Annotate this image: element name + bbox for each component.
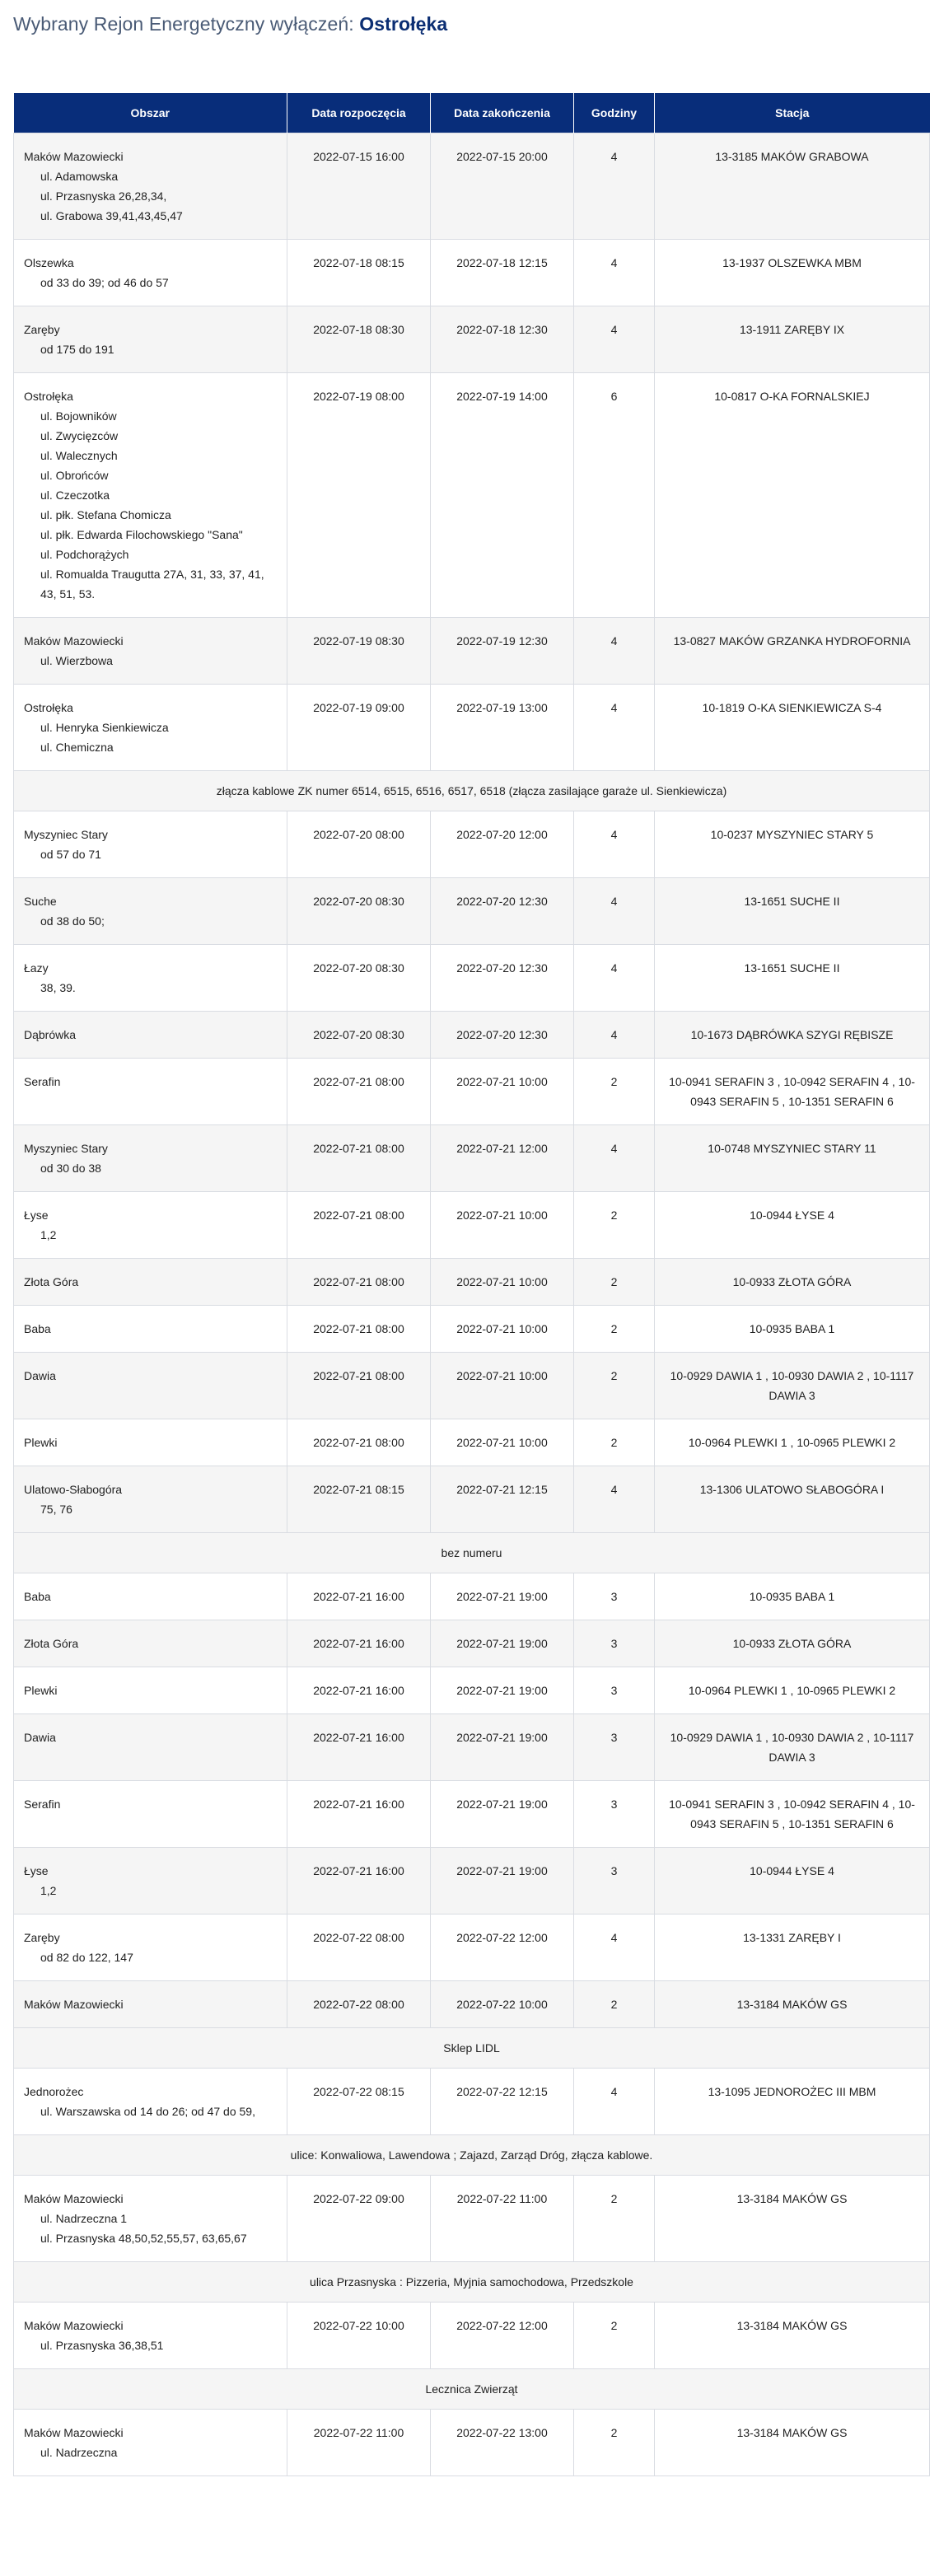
start-date-cell: 2022-07-21 08:00 xyxy=(287,1192,431,1259)
hours-cell: 4 xyxy=(574,306,655,373)
area-name: Zaręby xyxy=(24,1931,60,1944)
table-row xyxy=(14,878,930,945)
area-cell xyxy=(14,1981,287,2028)
street-line: od 175 do 191 xyxy=(40,343,114,356)
hours-cell: 2 xyxy=(574,2410,655,2476)
street-line: od 82 do 122, 147 xyxy=(40,1951,133,1964)
area-cell xyxy=(14,1259,287,1306)
note-text: Sklep LIDL xyxy=(14,2028,930,2069)
area-name: Dawia xyxy=(24,1731,56,1744)
start-date-cell: 2022-07-20 08:30 xyxy=(287,878,431,945)
end-date-cell: 2022-07-21 19:00 xyxy=(431,1667,574,1714)
station-cell: 10-0929 DAWIA 1 , 10-0930 DAWIA 2 , 10-1117 DAWIA 3 xyxy=(655,1714,930,1781)
hours-cell: 3 xyxy=(574,1714,655,1781)
start-date-cell: 2022-07-15 16:00 xyxy=(287,133,431,240)
street-line: ul. Obrońców xyxy=(40,469,109,482)
street-line: ul. Czeczotka xyxy=(40,489,110,502)
table-row xyxy=(14,1914,930,1981)
area-cell xyxy=(14,1781,287,1848)
hours-cell: 2 xyxy=(574,1259,655,1306)
start-date-cell: 2022-07-21 16:00 xyxy=(287,1620,431,1667)
station-cell: 10-0933 ZŁOTA GÓRA xyxy=(655,1259,930,1306)
start-date-cell: 2022-07-21 16:00 xyxy=(287,1667,431,1714)
station-cell: 10-0935 BABA 1 xyxy=(655,1306,930,1353)
column-header-station[interactable]: Stacja xyxy=(655,93,930,133)
table-row xyxy=(14,2410,930,2476)
area-cell xyxy=(14,1306,287,1353)
start-date-cell: 2022-07-22 09:00 xyxy=(287,2176,431,2262)
table-row xyxy=(14,1419,930,1466)
start-date-cell: 2022-07-19 08:30 xyxy=(287,618,431,685)
end-date-cell: 2022-07-21 10:00 xyxy=(431,1059,574,1125)
street-line: 1,2 xyxy=(40,1884,57,1897)
start-date-cell: 2022-07-22 11:00 xyxy=(287,2410,431,2476)
street-line: ul. Przasnyska 36,38,51 xyxy=(40,2339,164,2352)
street-line: ul. Nadrzeczna xyxy=(40,2446,118,2459)
area-name: Ostrołęka xyxy=(24,701,73,714)
area-name: Maków Mazowiecki xyxy=(24,150,124,163)
table-row xyxy=(14,133,930,240)
area-name: Złota Góra xyxy=(24,1275,79,1288)
area-cell xyxy=(14,373,287,618)
end-date-cell: 2022-07-19 12:30 xyxy=(431,618,574,685)
start-date-cell: 2022-07-21 08:00 xyxy=(287,1125,431,1192)
table-row xyxy=(14,2069,930,2135)
street-line: ul. płk. Edwarda Filochowskiego "Sana" xyxy=(40,528,243,541)
station-cell: 10-1819 O-KA SIENKIEWICZA S-4 xyxy=(655,685,930,771)
table-row xyxy=(14,1466,930,1533)
area-cell xyxy=(14,1012,287,1059)
start-date-cell: 2022-07-22 08:00 xyxy=(287,1981,431,2028)
end-date-cell: 2022-07-19 13:00 xyxy=(431,685,574,771)
area-cell xyxy=(14,1353,287,1419)
area-name: Łyse xyxy=(24,1864,49,1877)
table-body xyxy=(14,133,930,2476)
hours-cell: 3 xyxy=(574,1781,655,1848)
station-cell: 13-1937 OLSZEWKA MBM xyxy=(655,240,930,306)
station-cell: 13-3184 MAKÓW GS xyxy=(655,2410,930,2476)
start-date-cell: 2022-07-22 08:00 xyxy=(287,1914,431,1981)
note-text: ulice: Konwaliowa, Lawendowa ; Zajazd, Zarząd Dróg, złącza kablowe. xyxy=(14,2135,930,2176)
street-line: 38, 39. xyxy=(40,981,76,994)
hours-cell: 4 xyxy=(574,240,655,306)
note-text: bez numeru xyxy=(14,1533,930,1573)
station-cell: 13-3184 MAKÓW GS xyxy=(655,2176,930,2262)
area-name: Ostrołęka xyxy=(24,390,73,403)
table-row xyxy=(14,2303,930,2369)
area-name: Złota Góra xyxy=(24,1637,79,1650)
end-date-cell: 2022-07-21 12:15 xyxy=(431,1466,574,1533)
area-name: Baba xyxy=(24,1590,51,1603)
table-row xyxy=(14,1981,930,2028)
hours-cell: 4 xyxy=(574,1914,655,1981)
start-date-cell: 2022-07-21 08:00 xyxy=(287,1059,431,1125)
area-cell xyxy=(14,1667,287,1714)
hours-cell: 2 xyxy=(574,2176,655,2262)
station-cell: 13-1306 ULATOWO SŁABOGÓRA I xyxy=(655,1466,930,1533)
region-name: Ostrołęka xyxy=(359,13,448,35)
end-date-cell: 2022-07-20 12:30 xyxy=(431,878,574,945)
table-row xyxy=(14,945,930,1012)
table-row xyxy=(14,373,930,618)
end-date-cell: 2022-07-18 12:30 xyxy=(431,306,574,373)
end-date-cell: 2022-07-22 10:00 xyxy=(431,1981,574,2028)
end-date-cell: 2022-07-22 12:00 xyxy=(431,2303,574,2369)
table-row xyxy=(14,1667,930,1714)
hours-cell: 4 xyxy=(574,1466,655,1533)
area-name: Olszewka xyxy=(24,256,74,269)
station-cell: 10-0964 PLEWKI 1 , 10-0965 PLEWKI 2 xyxy=(655,1667,930,1714)
note-text: ulica Przasnyska : Pizzeria, Myjnia samochodowa, Przedszkole xyxy=(14,2262,930,2303)
area-cell xyxy=(14,1192,287,1259)
area-name: Dąbrówka xyxy=(24,1028,77,1041)
station-cell: 13-1911 ZARĘBY IX xyxy=(655,306,930,373)
start-date-cell: 2022-07-18 08:30 xyxy=(287,306,431,373)
table-note-row xyxy=(14,771,930,811)
area-name: Plewki xyxy=(24,1684,58,1697)
end-date-cell: 2022-07-21 10:00 xyxy=(431,1259,574,1306)
start-date-cell: 2022-07-21 08:00 xyxy=(287,1259,431,1306)
street-line: ul. Wierzbowa xyxy=(40,654,113,667)
table-header xyxy=(14,93,930,133)
hours-cell: 6 xyxy=(574,373,655,618)
area-cell xyxy=(14,1419,287,1466)
street-line: od 30 do 38 xyxy=(40,1162,101,1175)
street-line: ul. Romualda Traugutta 27A, 31, 33, 37, 41, 43, 51, 53. xyxy=(40,568,264,601)
end-date-cell: 2022-07-20 12:00 xyxy=(431,811,574,878)
start-date-cell: 2022-07-22 10:00 xyxy=(287,2303,431,2369)
table-row xyxy=(14,240,930,306)
table-note-row xyxy=(14,2262,930,2303)
table-note-row xyxy=(14,1533,930,1573)
street-line: ul. Adamowska xyxy=(40,170,119,183)
end-date-cell: 2022-07-22 12:15 xyxy=(431,2069,574,2135)
page-title-prefix: Wybrany Rejon Energetyczny wyłączeń: xyxy=(13,13,354,35)
station-cell: 13-0827 MAKÓW GRZANKA HYDROFORNIA xyxy=(655,618,930,685)
start-date-cell: 2022-07-20 08:00 xyxy=(287,811,431,878)
street-line: ul. Henryka Sienkiewicza xyxy=(40,721,169,734)
street-line: ul. Przasnyska 26,28,34, xyxy=(40,189,167,203)
table-row xyxy=(14,1781,930,1848)
station-cell: 13-1095 JEDNOROŻEC III MBM xyxy=(655,2069,930,2135)
end-date-cell: 2022-07-21 19:00 xyxy=(431,1781,574,1848)
start-date-cell: 2022-07-21 16:00 xyxy=(287,1573,431,1620)
area-cell xyxy=(14,1573,287,1620)
hours-cell: 2 xyxy=(574,1981,655,2028)
start-date-cell: 2022-07-19 09:00 xyxy=(287,685,431,771)
area-name: Maków Mazowiecki xyxy=(24,2319,124,2332)
hours-cell: 2 xyxy=(574,1192,655,1259)
column-header-area[interactable]: Obszar xyxy=(14,93,287,133)
end-date-cell: 2022-07-21 19:00 xyxy=(431,1714,574,1781)
street-line: 75, 76 xyxy=(40,1503,72,1516)
station-cell: 10-0748 MYSZYNIEC STARY 11 xyxy=(655,1125,930,1192)
street-line: 1,2 xyxy=(40,1228,57,1241)
note-text: złącza kablowe ZK numer 6514, 6515, 6516, 6517, 6518 (złącza zasilające garaże ul. Sienkiewicza) xyxy=(14,771,930,811)
column-header-start[interactable]: Data rozpoczęcia xyxy=(287,93,431,133)
station-cell: 13-3184 MAKÓW GS xyxy=(655,2303,930,2369)
area-name: Dawia xyxy=(24,1369,56,1382)
table-row xyxy=(14,685,930,771)
street-line: ul. Grabowa 39,41,43,45,47 xyxy=(40,209,183,222)
table-note-row xyxy=(14,2369,930,2410)
end-date-cell: 2022-07-21 10:00 xyxy=(431,1419,574,1466)
hours-cell: 3 xyxy=(574,1620,655,1667)
start-date-cell: 2022-07-21 08:00 xyxy=(287,1306,431,1353)
area-cell xyxy=(14,2176,287,2262)
hours-cell: 4 xyxy=(574,1125,655,1192)
table-row xyxy=(14,811,930,878)
area-name: Myszyniec Stary xyxy=(24,1142,108,1155)
table-note-row xyxy=(14,2028,930,2069)
area-name: Maków Mazowiecki xyxy=(24,1998,124,2011)
street-line: ul. Podchorążych xyxy=(40,548,129,561)
note-text: Lecznica Zwierząt xyxy=(14,2369,930,2410)
hours-cell: 2 xyxy=(574,1059,655,1125)
end-date-cell: 2022-07-21 19:00 xyxy=(431,1620,574,1667)
area-cell xyxy=(14,945,287,1012)
station-cell: 10-0944 ŁYSE 4 xyxy=(655,1848,930,1914)
area-name: Serafin xyxy=(24,1798,61,1811)
street-line: ul. Warszawska od 14 do 26; od 47 do 59, xyxy=(40,2105,255,2118)
station-cell: 10-0935 BABA 1 xyxy=(655,1573,930,1620)
station-cell: 13-1651 SUCHE II xyxy=(655,878,930,945)
area-name: Jednorożec xyxy=(24,2085,84,2098)
area-cell xyxy=(14,1620,287,1667)
table-row xyxy=(14,1192,930,1259)
table-row xyxy=(14,1125,930,1192)
end-date-cell: 2022-07-21 19:00 xyxy=(431,1573,574,1620)
start-date-cell: 2022-07-21 08:00 xyxy=(287,1419,431,1466)
hours-cell: 3 xyxy=(574,1667,655,1714)
table-row xyxy=(14,1620,930,1667)
area-cell xyxy=(14,618,287,685)
area-name: Zaręby xyxy=(24,323,60,336)
table-row xyxy=(14,1259,930,1306)
street-line: od 33 do 39; od 46 do 57 xyxy=(40,276,169,289)
station-cell: 10-0817 O-KA FORNALSKIEJ xyxy=(655,373,930,618)
table-row xyxy=(14,1012,930,1059)
area-name: Ulatowo-Słabogóra xyxy=(24,1483,123,1496)
start-date-cell: 2022-07-20 08:30 xyxy=(287,945,431,1012)
start-date-cell: 2022-07-21 16:00 xyxy=(287,1781,431,1848)
outage-table xyxy=(13,93,930,2476)
table-header-row xyxy=(14,93,930,133)
end-date-cell: 2022-07-20 12:30 xyxy=(431,945,574,1012)
column-header-end[interactable]: Data zakończenia xyxy=(431,93,574,133)
start-date-cell: 2022-07-22 08:15 xyxy=(287,2069,431,2135)
area-cell xyxy=(14,685,287,771)
hours-cell: 2 xyxy=(574,1306,655,1353)
end-date-cell: 2022-07-22 12:00 xyxy=(431,1914,574,1981)
area-name: Maków Mazowiecki xyxy=(24,2192,124,2205)
station-cell: 13-3184 MAKÓW GS xyxy=(655,1981,930,2028)
street-line: ul. Bojowników xyxy=(40,409,117,423)
station-cell: 10-0237 MYSZYNIEC STARY 5 xyxy=(655,811,930,878)
hours-cell: 4 xyxy=(574,685,655,771)
area-name: Maków Mazowiecki xyxy=(24,2426,124,2439)
end-date-cell: 2022-07-15 20:00 xyxy=(431,133,574,240)
hours-cell: 4 xyxy=(574,133,655,240)
table-row xyxy=(14,1573,930,1620)
area-cell xyxy=(14,133,287,240)
area-name: Plewki xyxy=(24,1436,58,1449)
hours-cell: 4 xyxy=(574,878,655,945)
street-line: od 38 do 50; xyxy=(40,914,105,928)
hours-cell: 2 xyxy=(574,1353,655,1419)
hours-cell: 3 xyxy=(574,1848,655,1914)
area-cell xyxy=(14,1714,287,1781)
hours-cell: 4 xyxy=(574,945,655,1012)
street-line: ul. Zwycięzców xyxy=(40,429,119,442)
street-line: od 57 do 71 xyxy=(40,848,101,861)
end-date-cell: 2022-07-21 10:00 xyxy=(431,1192,574,1259)
hours-cell: 4 xyxy=(574,2069,655,2135)
end-date-cell: 2022-07-22 13:00 xyxy=(431,2410,574,2476)
area-cell xyxy=(14,240,287,306)
station-cell: 13-1331 ZARĘBY I xyxy=(655,1914,930,1981)
start-date-cell: 2022-07-21 08:00 xyxy=(287,1353,431,1419)
start-date-cell: 2022-07-21 08:15 xyxy=(287,1466,431,1533)
end-date-cell: 2022-07-21 19:00 xyxy=(431,1848,574,1914)
table-note-row xyxy=(14,2135,930,2176)
end-date-cell: 2022-07-19 14:00 xyxy=(431,373,574,618)
area-name: Suche xyxy=(24,895,57,908)
area-cell xyxy=(14,1125,287,1192)
table-row xyxy=(14,1353,930,1419)
station-cell: 10-0929 DAWIA 1 , 10-0930 DAWIA 2 , 10-1117 DAWIA 3 xyxy=(655,1353,930,1419)
page-title xyxy=(13,13,926,35)
station-cell: 10-0964 PLEWKI 1 , 10-0965 PLEWKI 2 xyxy=(655,1419,930,1466)
station-cell: 10-0941 SERAFIN 3 , 10-0942 SERAFIN 4 , 10-0943 SERAFIN 5 , 10-1351 SERAFIN 6 xyxy=(655,1781,930,1848)
column-header-hours[interactable]: Godziny xyxy=(574,93,655,133)
street-line: ul. Walecznych xyxy=(40,449,118,462)
area-cell xyxy=(14,1914,287,1981)
hours-cell: 3 xyxy=(574,1573,655,1620)
area-cell xyxy=(14,2303,287,2369)
start-date-cell: 2022-07-18 08:15 xyxy=(287,240,431,306)
station-cell: 10-0944 ŁYSE 4 xyxy=(655,1192,930,1259)
station-cell: 10-1673 DĄBRÓWKA SZYGI RĘBISZE xyxy=(655,1012,930,1059)
area-cell xyxy=(14,2069,287,2135)
area-name: Serafin xyxy=(24,1075,61,1088)
station-cell: 13-3185 MAKÓW GRABOWA xyxy=(655,133,930,240)
area-name: Łazy xyxy=(24,961,49,975)
table-row xyxy=(14,306,930,373)
end-date-cell: 2022-07-21 12:00 xyxy=(431,1125,574,1192)
area-cell xyxy=(14,1059,287,1125)
street-line: ul. płk. Stefana Chomicza xyxy=(40,508,171,521)
end-date-cell: 2022-07-21 10:00 xyxy=(431,1353,574,1419)
street-line: ul. Nadrzeczna 1 xyxy=(40,2212,128,2225)
area-name: Myszyniec Stary xyxy=(24,828,108,841)
station-cell: 10-0933 ZŁOTA GÓRA xyxy=(655,1620,930,1667)
area-cell xyxy=(14,1466,287,1533)
street-line: ul. Chemiczna xyxy=(40,741,114,754)
area-cell xyxy=(14,306,287,373)
table-row xyxy=(14,1714,930,1781)
area-name: Łyse xyxy=(24,1209,49,1222)
table-row xyxy=(14,2176,930,2262)
area-cell xyxy=(14,1848,287,1914)
end-date-cell: 2022-07-18 12:15 xyxy=(431,240,574,306)
start-date-cell: 2022-07-20 08:30 xyxy=(287,1012,431,1059)
start-date-cell: 2022-07-19 08:00 xyxy=(287,373,431,618)
station-cell: 10-0941 SERAFIN 3 , 10-0942 SERAFIN 4 , 10-0943 SERAFIN 5 , 10-1351 SERAFIN 6 xyxy=(655,1059,930,1125)
end-date-cell: 2022-07-22 11:00 xyxy=(431,2176,574,2262)
hours-cell: 2 xyxy=(574,1419,655,1466)
hours-cell: 4 xyxy=(574,811,655,878)
area-cell xyxy=(14,878,287,945)
table-row xyxy=(14,1306,930,1353)
hours-cell: 4 xyxy=(574,1012,655,1059)
hours-cell: 4 xyxy=(574,618,655,685)
table-row xyxy=(14,1059,930,1125)
hours-cell: 2 xyxy=(574,2303,655,2369)
area-cell xyxy=(14,2410,287,2476)
street-line: ul. Przasnyska 48,50,52,55,57, 63,65,67 xyxy=(40,2232,247,2245)
start-date-cell: 2022-07-21 16:00 xyxy=(287,1848,431,1914)
station-cell: 13-1651 SUCHE II xyxy=(655,945,930,1012)
area-cell xyxy=(14,811,287,878)
table-row xyxy=(14,618,930,685)
area-name: Baba xyxy=(24,1322,51,1335)
end-date-cell: 2022-07-20 12:30 xyxy=(431,1012,574,1059)
area-name: Maków Mazowiecki xyxy=(24,634,124,648)
start-date-cell: 2022-07-21 16:00 xyxy=(287,1714,431,1781)
end-date-cell: 2022-07-21 10:00 xyxy=(431,1306,574,1353)
table-row xyxy=(14,1848,930,1914)
